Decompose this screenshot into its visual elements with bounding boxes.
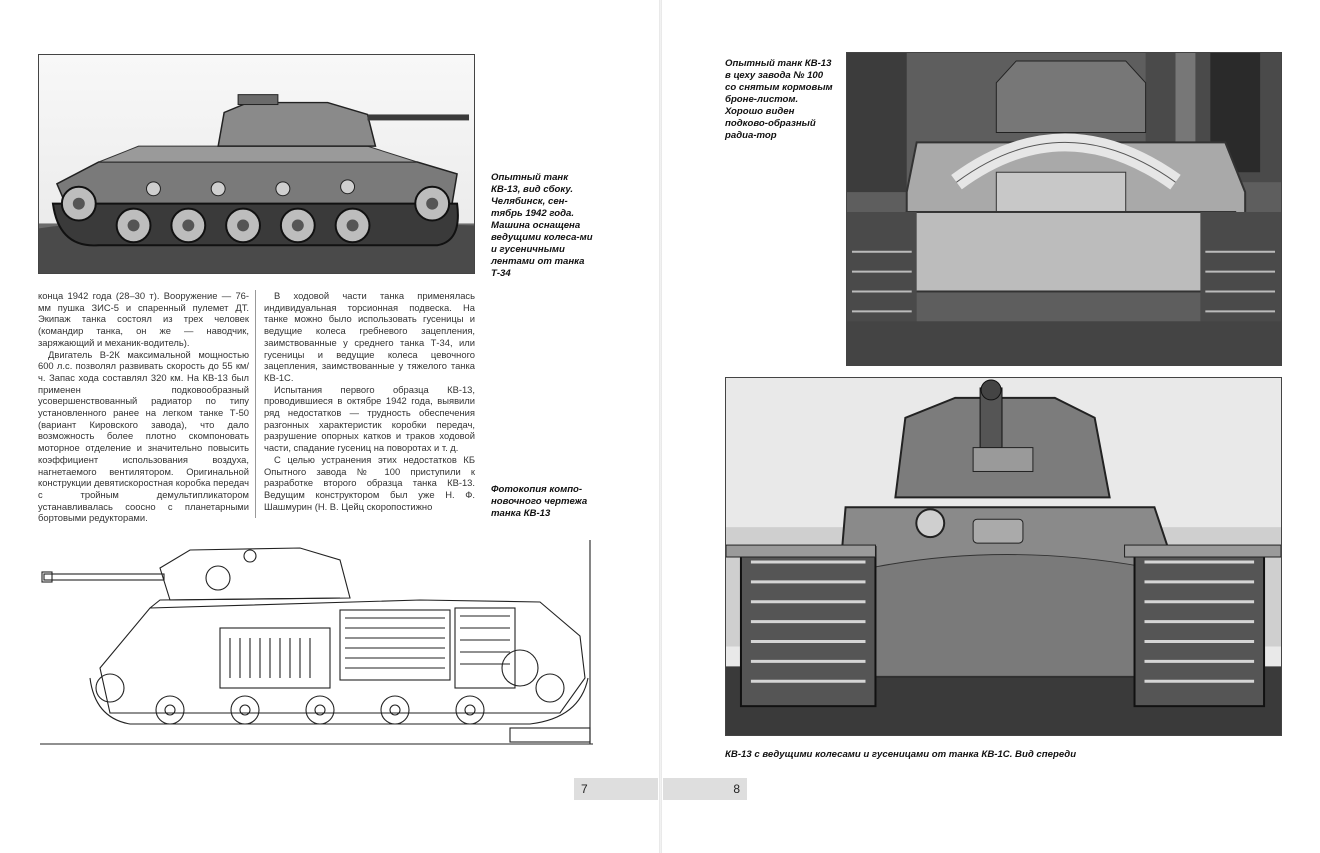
page-number: 7	[581, 782, 588, 796]
drawing-caption: Фотокопия компо-новочного чертежа танка КВ-13	[491, 484, 588, 519]
page-number-left	[574, 778, 658, 800]
photo-rear-caption: Опытный танк КВ-13 в цеху завода № 100 со снятым кормовым броне-листом. Хорошо виден подково-образный радиа-тор	[725, 58, 833, 141]
paragraph: В ходовой части танка применялась индивидуальная торсионная подвеска. На танке можно было использовать гусеницы и ведущие колеса гребневого зацепления, заимствованные у среднего танка Т-34, или гусеницы и ведущие колеса цевочного зацепления, заимствованные у тяжелого танка КВ-1С.	[264, 290, 475, 383]
paragraph: С целью устранения этих недостатков КБ Опытного завода № 100 приступили к разработке второго образца танка КВ-13. Ведущим конструктором был уже Н. Ф. Шашмурин (Н. В. Цейц скоропостижно	[264, 453, 475, 512]
paragraph: Двигатель В-2К максимальной мощностью 600 л.с. позволял развивать скорость до 55 км/ч. Запас хода составлял 320 км. На КВ-13 был применен подковообразный усовершенствованный радиатор по типу установленного ранее на легком танке Т-50 (вариант Кировского завода), что дало возможность более плотно скомпоновать моторное отделение и значительно повысить коэффициент использования воздуха, нагнетаемого вентилятором. Оригинальной конструкции девятискоростная коробка передач с тройным демультипликатором устанавливалась соосно с планетарными бортовыми редукторами.	[38, 348, 249, 524]
column-divider	[255, 290, 256, 518]
page-number: 8	[733, 782, 740, 796]
photo-front-caption: КВ-13 с ведущими колесами и гусеницами от танка КВ-1С. Вид спереди	[725, 749, 1077, 760]
tank-side-photo	[38, 54, 475, 274]
text-column-2	[264, 290, 475, 512]
paragraph: Испытания первого образца КВ-13, проводившиеся в октябре 1942 года, выявили ряд недостатков — трудность обеспечения разгонных характеристик коробки передач, разрушение опорных катков и траков ходовой части, спадание гусениц на поворотах и т. д.	[264, 383, 475, 454]
page-number-right	[663, 778, 747, 800]
paragraph: конца 1942 года (28–30 т). Вооружение — 76-мм пушка ЗИС-5 и спаренный пулемет ДТ. Экипаж танка состоял из трех человек (командир танка, он же — наводчик, заряжающий и механик-водитель).	[38, 290, 249, 348]
tank-rear-photo	[846, 52, 1282, 366]
tank-front-photo	[725, 377, 1282, 736]
page-gutter	[659, 0, 662, 853]
photo-side-caption: Опытный танк КВ-13, вид сбоку. Челябинск, сен-тябрь 1942 года. Машина оснащена ведущими колеса-ми и гусеничными лентами от танка Т-34	[491, 172, 593, 279]
text-column-1	[38, 290, 249, 524]
tank-layout-drawing	[40, 538, 593, 748]
